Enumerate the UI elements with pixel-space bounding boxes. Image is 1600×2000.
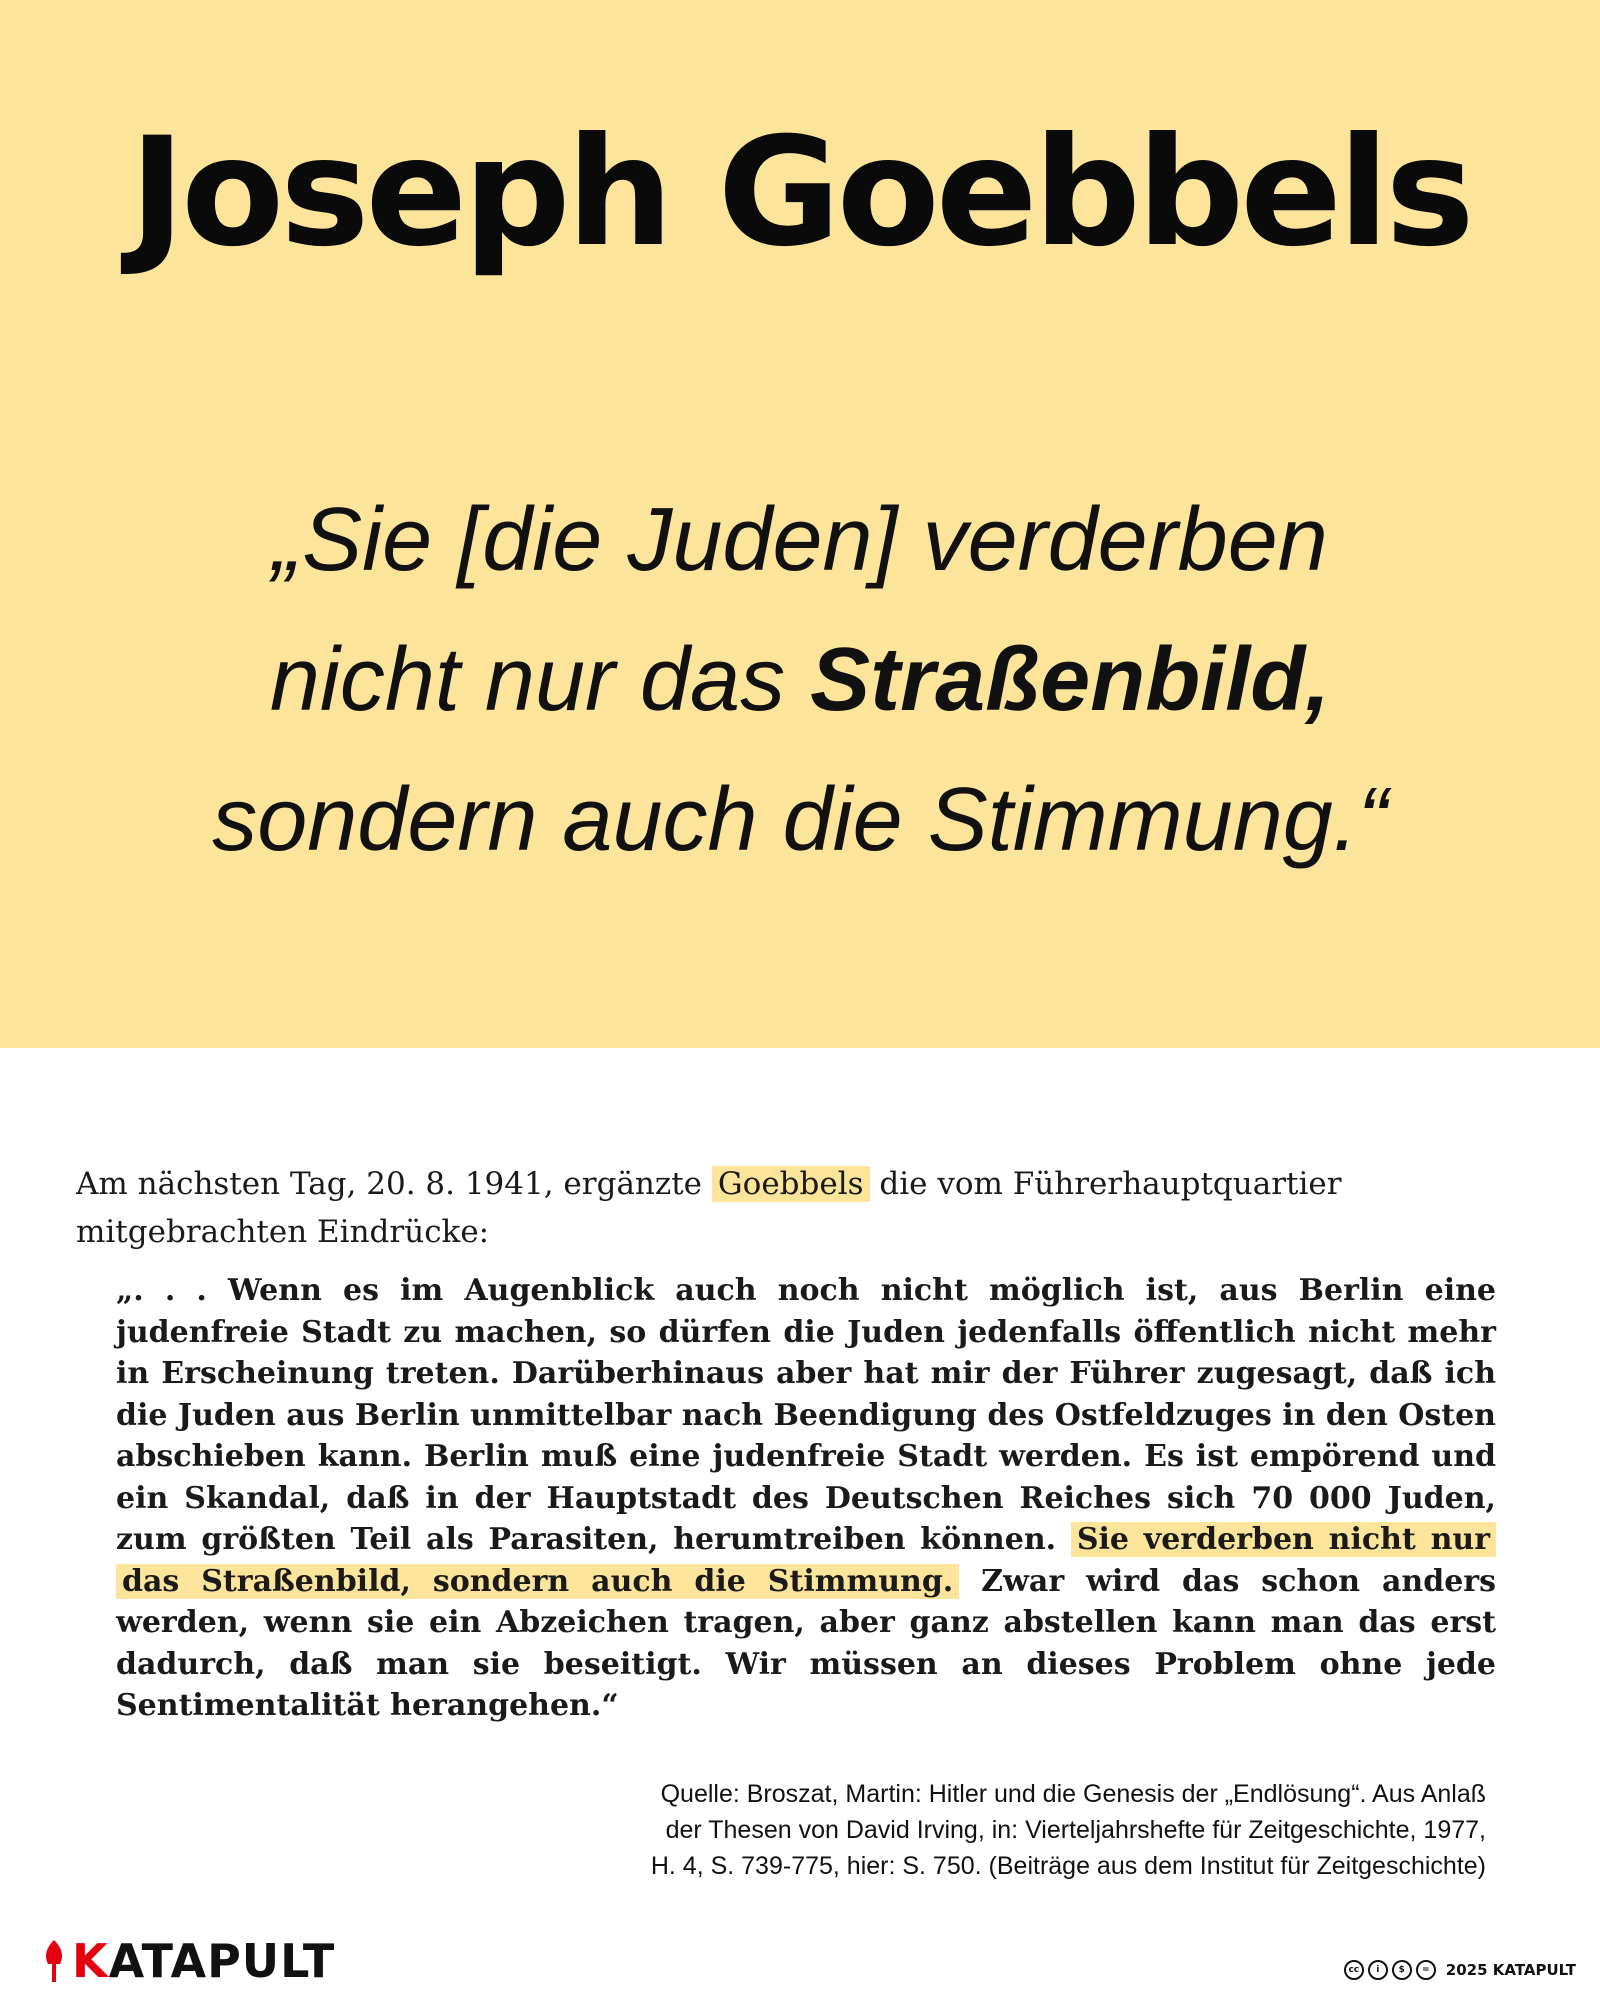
- brand-initial: K: [72, 1934, 109, 1988]
- source-line-1: Quelle: Broszat, Martin: Hitler und die Genesis der „Endlösung“. Aus Anlaß: [660, 1780, 1486, 1808]
- page-title: Joseph Goebbels: [129, 106, 1471, 280]
- by-icon: i: [1368, 1960, 1388, 1980]
- katapult-logo: [40, 1934, 336, 1988]
- license-footer: [1344, 1960, 1576, 1980]
- source-citation: [486, 1776, 1486, 1884]
- intro-text-post: die vom Führerhauptquartier mitgebrachten Eindrücke:: [76, 1166, 1342, 1250]
- copyright: 2025 KATAPULT: [1445, 1961, 1576, 1979]
- source-line-2: der Thesen von David Irving, in: Vierteljahrshefte für Zeitgeschichte, 1977,: [665, 1816, 1486, 1844]
- quote-line-3: sondern auch die Stimmung.“: [212, 770, 1388, 870]
- cc-icon: cc: [1344, 1960, 1364, 1980]
- excerpt-intro: [76, 1160, 1496, 1256]
- excerpt-quote: [116, 1270, 1496, 1727]
- catapult-mark-icon: [40, 1938, 68, 1984]
- source-line-3: H. 4, S. 739-775, hier: S. 750. (Beiträge aus dem Institut für Zeitgeschichte): [650, 1852, 1486, 1880]
- pull-quote: [60, 470, 1540, 890]
- highlight-goebbels: Goebbels: [712, 1166, 870, 1202]
- brand-name: [72, 1934, 336, 1988]
- quote-line-2-text: nicht nur das: [269, 630, 811, 730]
- brand-rest: ATAPULT: [108, 1934, 336, 1988]
- nc-icon: $: [1392, 1960, 1412, 1980]
- quote-text-pre: „. . . Wenn es im Augenblick auch noch nicht möglich ist, aus Berlin eine judenfreie Stadt zu machen, so dürfen die Juden jedenfalls öffentlich nicht mehr in Erscheinung treten. Darüberhinaus aber hat mir der Führer zugesagt, daß ich die Juden aus Berlin unmittelbar nach Beendigung des Ostfeldzuges in den Osten abschieben kann. Berlin muß eine judenfreie Stadt werden. Es ist empörend und ein Skandal, daß in der Hauptstadt des Deutschen Reiches sich 70 000 Juden, zum größten Teil als Parasiten, herumtreiben können.: [116, 1273, 1496, 1557]
- highlight-quote: Sie verderben nicht nur das Straßenbild, sondern auch die Stimmung.: [116, 1522, 1496, 1599]
- quote-line-2: [60, 610, 1540, 750]
- quote-text-post: Zwar wird das schon anders werden, wenn sie ein Abzeichen tragen, aber ganz abstellen kann man das erst dadurch, daß man sie beseitigt. Wir müssen an dieses Problem ohne jede Sentimentalität herangehen.“: [116, 1563, 1496, 1723]
- nd-icon: =: [1416, 1960, 1436, 1980]
- quote-emphasis: Straßenbild,: [810, 630, 1331, 730]
- intro-text-pre: Am nächsten Tag, 20. 8. 1941, ergänzte: [76, 1166, 712, 1202]
- document-excerpt: [76, 1160, 1496, 1727]
- quote-line-1: „Sie [die Juden] verderben: [272, 490, 1328, 590]
